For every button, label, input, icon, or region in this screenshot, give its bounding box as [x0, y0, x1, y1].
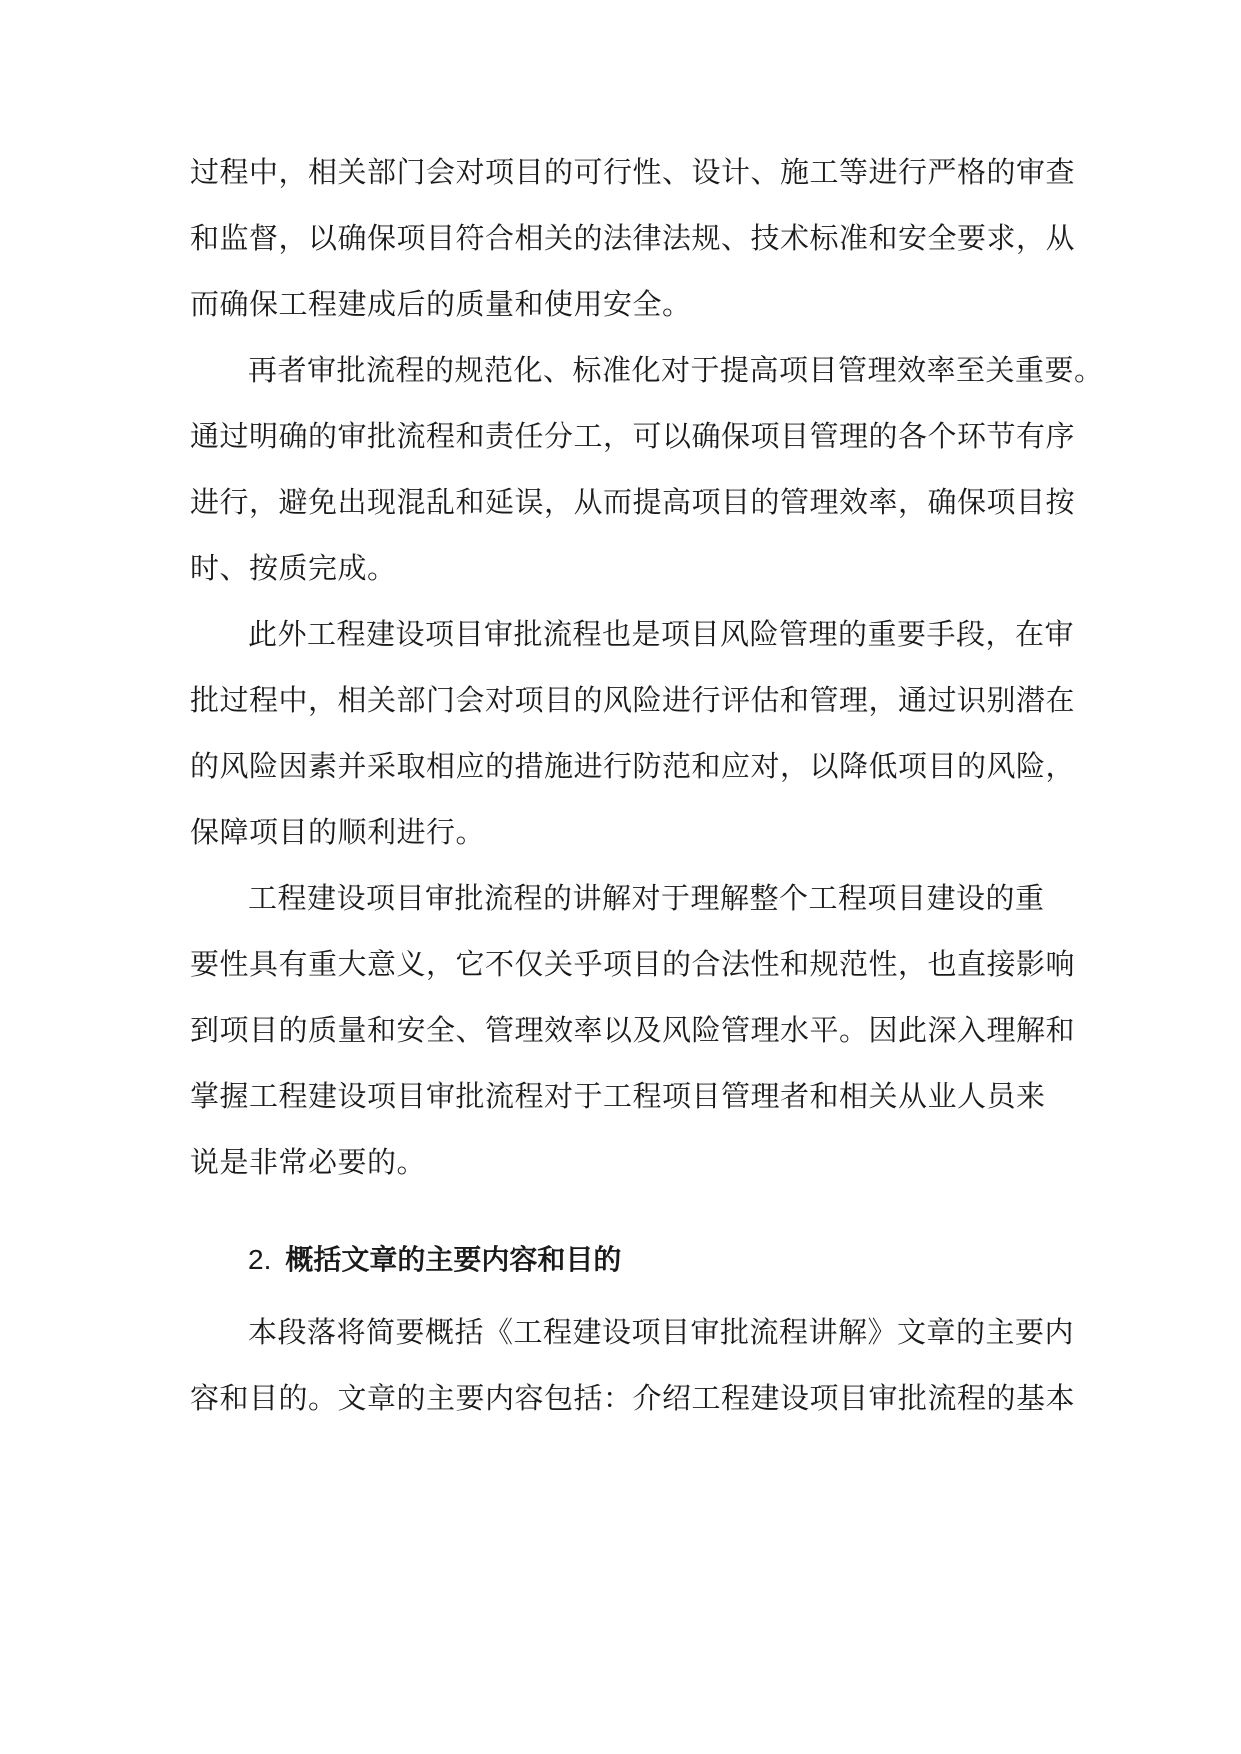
- section-heading: [248, 1240, 621, 1280]
- paragraph-3-line-1: 此外工程建设项目审批流程也是项目风险管理的重要手段，在审: [248, 617, 1075, 651]
- section-title: 概括文章的主要内容和目的: [285, 1243, 622, 1276]
- paragraph-1-line-1: 过程中，相关部门会对项目的可行性、设计、施工等进行严格的审查: [190, 155, 1076, 189]
- paragraph-2-line-3: 进行，避免出现混乱和延误，从而提高项目的管理效率，确保项目按: [190, 485, 1076, 519]
- paragraph-4-line-4: 掌握工程建设项目审批流程对于工程项目管理者和相关从业人员来: [190, 1079, 1046, 1113]
- paragraph-2-line-2: 通过明确的审批流程和责任分工，可以确保项目管理的各个环节有序: [190, 419, 1076, 453]
- section-number: 2.: [248, 1244, 272, 1275]
- paragraph-1-line-3: 而确保工程建成后的质量和使用安全。: [190, 287, 692, 321]
- paragraph-1-line-2: 和监督，以确保项目符合相关的法律法规、技术标准和安全要求，从: [190, 221, 1076, 255]
- section-paragraph-line-2: 容和目的。文章的主要内容包括：介绍工程建设项目审批流程的基本: [190, 1381, 1076, 1415]
- paragraph-3-line-4: 保障项目的顺利进行。: [190, 815, 486, 849]
- paragraph-3-line-2: 批过程中，相关部门会对项目的风险进行评估和管理，通过识别潜在: [190, 683, 1076, 717]
- paragraph-2-line-4: 时、按质完成。: [190, 551, 397, 585]
- paragraph-2-line-1: 再者审批流程的规范化、标准化对于提高项目管理效率至关重要。: [248, 353, 1104, 387]
- paragraph-4-line-3: 到项目的质量和安全、管理效率以及风险管理水平。因此深入理解和: [190, 1013, 1076, 1047]
- paragraph-4-line-2: 要性具有重大意义，它不仅关乎项目的合法性和规范性，也直接影响: [190, 947, 1076, 981]
- paragraph-3-line-3: 的风险因素并采取相应的措施进行防范和应对，以降低项目的风险，: [190, 749, 1076, 783]
- paragraph-4-line-5: 说是非常必要的。: [190, 1145, 427, 1179]
- paragraph-4-line-1: 工程建设项目审批流程的讲解对于理解整个工程项目建设的重: [248, 881, 1045, 915]
- section-paragraph-line-1: 本段落将简要概括《工程建设项目审批流程讲解》文章的主要内: [248, 1315, 1075, 1349]
